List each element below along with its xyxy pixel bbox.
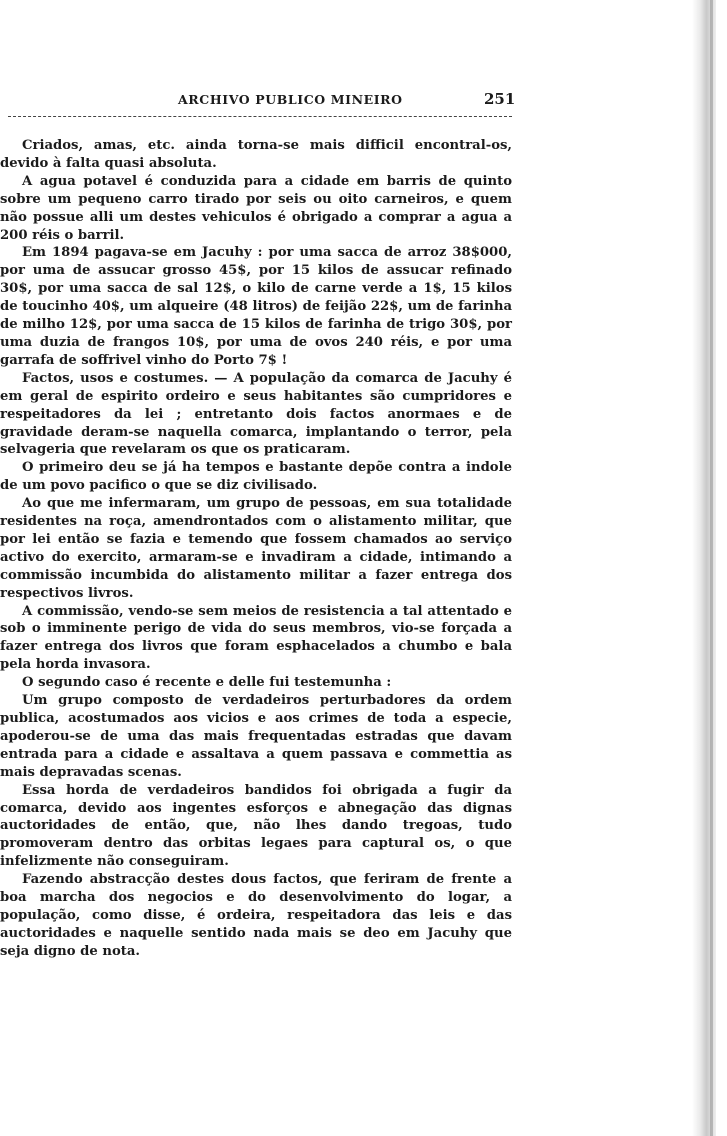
paragraph: A commissão, vendo-se sem meios de resistencia a tal attentado e sob o imminente perigo de vida do seus membros, vio-se forçada a fazer entrega dos livros que foram esphacelados a chumbo e bala pela horda invasora. (0, 603, 512, 673)
paragraph: A agua potavel é conduzida para a cidade em barris de quinto sobre um pequeno carro tirado por seis ou oito carneiros, e quem não possue alli um destes vehiculos é obrigado a comprar a agua a 200 réis o barril. (0, 173, 512, 243)
header-rule (8, 116, 512, 117)
paragraph: Essa horda de verdadeiros bandidos foi obrigada a fugir da comarca, devido aos ingentes esforços e abnegação das dignas auctoridades de então, que, não lhes dando tregoas, tudo promoveram dentro das orbitas legaes para captural os, o que infelizmente não conseguiram. (0, 782, 512, 870)
page-gutter-edge (710, 0, 713, 1136)
running-header (0, 92, 520, 112)
running-title: ARCHIVO PUBLICO MINEIRO (178, 92, 403, 107)
paragraph: Criados, amas, etc. ainda torna-se mais difficil encontral-os, devido à falta quasi absoluta. (0, 138, 512, 171)
paragraph: Factos, usos e costumes. — A população da comarca de Jacuhy é em geral de espirito ordeiro e seus habitantes são cumpridores e respeitadores da lei ; entretanto dois factos anormaes e de gravidade deram-se naquella comarca, implantando o terror, pela selvageria que revelaram os que os praticaram. (0, 370, 512, 458)
paragraph: Ao que me infermaram, um grupo de pessoas, em sua totalidade residentes na roça, amendrontados com o alistamento militar, que por lei então se fazia e temendo que fossem chamados ao serviço activo do exercito, armaram-se e invadiram a cidade, intimando a commissão incumbida do alistamento militar a fazer entrega dos respectivos livros. (0, 496, 512, 601)
paragraph: Um grupo composto de verdadeiros perturbadores da ordem publica, acostumados aos vicios e aos crimes de toda a especie, apoderou-se de uma das mais frequentadas estradas que davam entrada para a cidade e assaltava a quem passava e commettia as mais depravadas scenas. (0, 693, 512, 780)
paragraph: O segundo caso é recente e delle fui testemunha : (22, 675, 392, 691)
paragraph: O primeiro deu se já ha tempos e bastante depõe contra a indole de um povo pacifico o que se diz civilisado. (0, 460, 512, 494)
paragraph: Em 1894 pagava-se em Jacuhy : por uma sacca de arroz 38$000, por uma de assucar grosso 45$, por 15 kilos de assucar refinado 30$, por uma sacca de sal 12$, o kilo de carne verde a 1$, 15 kilos de toucinho 40$, um alqueire (48 litros) de feijão 22$, um de farinha de milho 12$, por uma sacca de 15 kilos de farinha de trigo 30$, por uma duzia de frangos 10$, por uma de ovos 240 réis, e por uma garrafa de soffrivel vinho do Porto 7$ ! (0, 245, 512, 368)
page-number: 251 (484, 90, 516, 108)
paragraph: Fazendo abstracção destes dous factos, que feriram de frente a boa marcha dos negocios e do desenvolvimento do logar, a população, como disse, é ordeira, respeitadora das leis e das auctoridades e naquelle sentido nada mais se deo em Jacuhy que seja digno de nota. (0, 872, 512, 959)
body-text (0, 137, 512, 961)
